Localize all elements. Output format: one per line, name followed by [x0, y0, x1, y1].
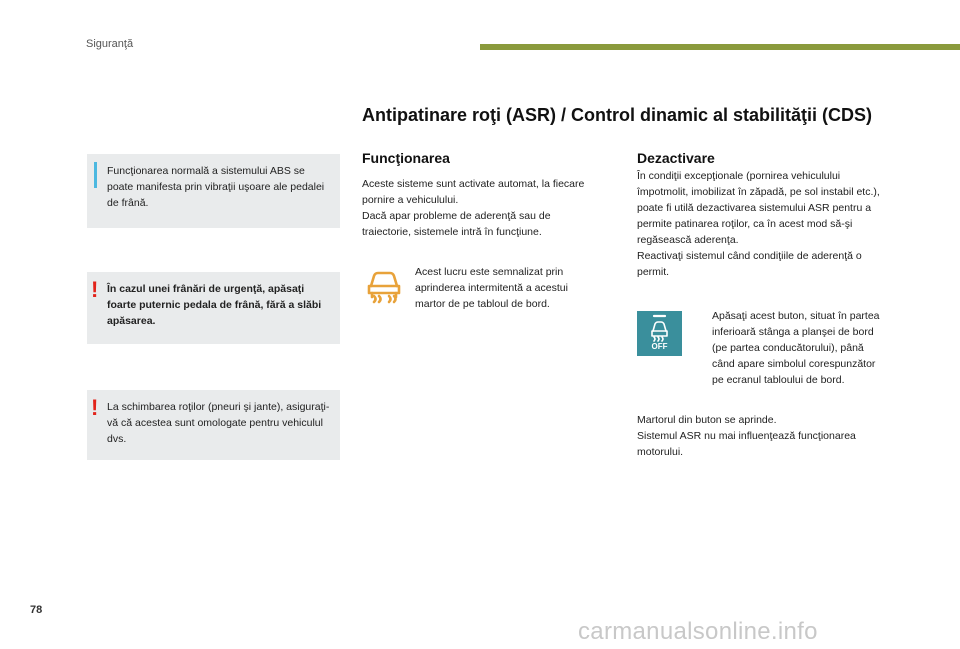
info-marker-icon [94, 162, 97, 188]
operation-heading: Funcţionarea [362, 150, 450, 166]
watermark: carmanualsonline.info [578, 618, 818, 645]
deactivation-result: Martorul din buton se aprinde. Sistemul ASR nu mai influenţează funcţionarea motorului. [637, 414, 856, 458]
off-label: OFF [651, 342, 668, 351]
warning-note-text: La schimbarea roţilor (pneuri şi jante), asiguraţi-vă că acestea sunt omologate pentru vehiculul dvs. [107, 401, 330, 445]
header-accent-bar [480, 44, 960, 50]
warning-exclamation-icon: ! [91, 277, 99, 302]
section-label: Siguranţă [86, 38, 134, 50]
operation-text: Aceste sisteme sunt activate automat, la fiecare pornire a vehiculului. Dacă apar probleme de aderenţă sau de traiectorie, sistemele intră în funcţiune. [362, 178, 585, 238]
info-note [87, 154, 340, 228]
traction-control-icon [362, 264, 406, 308]
page-title: Antipatinare roţi (ASR) / Control dinamic al stabilităţii (CDS) [362, 105, 873, 125]
deactivation-text: În condiţii excepţionale (pornirea vehiculului împotmolit, imobilizat în zăpadă, pe sol instabil etc.), poate fi utilă dezactivarea sistemului ASR pentru a permite patinarea roţilor, ca în acest mod să-şi regăsească aderenţa. Reactivaţi sistemul când condiţiile de aderenţă o permit. [637, 170, 880, 278]
warning-note [87, 390, 340, 460]
asr-off-button-icon [637, 311, 682, 356]
warning-exclamation-icon: ! [91, 395, 99, 420]
info-note-text: Funcţionarea normală a sistemului ABS se poate manifesta prin vibraţii uşoare ale pedalei de frână. [107, 165, 325, 209]
warning-note [87, 272, 340, 344]
deactivation-heading: Dezactivare [637, 150, 715, 166]
operation-icon-text: Acest lucru este semnalizat prin aprinderea intermitentă a acestui martor de pe tabloul de bord. [415, 266, 568, 310]
page-number: 78 [30, 604, 43, 616]
warning-note-text: În cazul unei frânări de urgenţă, apăsaţi foarte puternic pedala de frână, fără a slăbi apăsarea. [107, 283, 322, 327]
deactivation-instruction: Apăsaţi acest buton, situat în partea inferioară stânga a planşei de bord (pe partea conducătorului), până când apare simbolul corespunzător pe ecranul tabloului de bord. [712, 310, 880, 386]
